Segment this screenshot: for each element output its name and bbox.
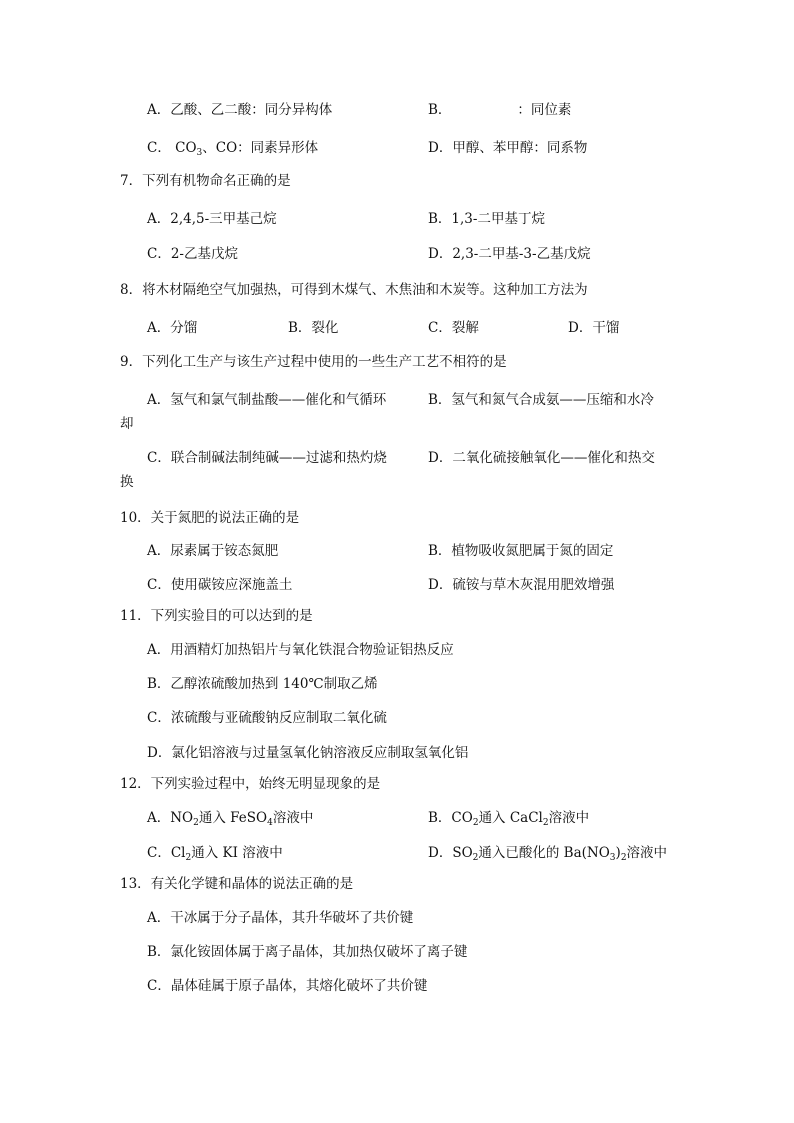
q7-stem: 7．下列有机物命名正确的是 (120, 173, 291, 189)
q8-option-c: C．裂解 (428, 320, 479, 336)
q8-option-d: D．干馏 (568, 320, 620, 336)
q12-option-d: D．$SO_2$通入已酸化的 $Ba(NO_3)_2$溶液中 (428, 845, 668, 863)
q13-stem: 13．有关化学键和晶体的说法正确的是 (120, 876, 354, 892)
q10-stem: 10．关于氮肥的说法正确的是 (120, 510, 300, 526)
q10-option-a: A．尿素属于铵态氮肥 (147, 543, 279, 559)
q11-option-c: C．浓硫酸与亚硫酸钠反应制取二氧化硫 (147, 710, 387, 726)
q7-option-d: D．2,3-二甲基-3-乙基戊烷 (428, 246, 591, 262)
q13-option-b: B．氯化铵固体属于离子晶体，其加热仅破坏了离子键 (147, 944, 468, 960)
q11-stem: 11．下列实验目的可以达到的是 (120, 608, 313, 624)
q12-option-a: A．$NO_2$通入 FeSO$_4$溶液中 (147, 810, 314, 828)
q13-option-c: C．晶体硅属于原子晶体，其熔化破坏了共价键 (147, 978, 428, 994)
q7-option-a: A．2,4,5-三甲基己烷 (147, 211, 277, 227)
q10-option-c: C．使用碳铵应深施盖土 (147, 577, 293, 593)
q9-stem: 9．下列化工生产与该生产过程中使用的一些生产工艺不相符的是 (120, 354, 507, 370)
q7-option-c: C．2-乙基戊烷 (147, 246, 238, 262)
q11-option-b: B．乙醇浓硫酸加热到 140℃制取乙烯 (147, 676, 378, 692)
q8-stem: 8．将木材隔绝空气加强热，可得到木煤气、木焦油和木炭等。这种加工方法为 (120, 282, 588, 298)
q12-option-b: B．$CO_2$通入 CaCl$_2$溶液中 (428, 810, 590, 828)
q9-option-b-line2: 却 (120, 416, 134, 432)
q6-option-a: A．乙酸、乙二酸：同分异构体 (147, 102, 333, 118)
q9-option-b-line1: B．氢气和氮气合成氨——压缩和水冷 (428, 392, 654, 408)
q11-option-a: A．用酒精灯加热铝片与氧化铁混合物验证铝热反应 (147, 642, 454, 658)
q8-option-a: A．分馏 (147, 320, 198, 336)
q11-option-d: D．氯化铝溶液与过量氢氧化钠溶液反应制取氢氧化铝 (147, 745, 469, 761)
q8-option-b: B．裂化 (288, 320, 339, 336)
q9-option-d-line2: 换 (120, 474, 134, 490)
q7-option-b: B．1,3-二甲基丁烷 (428, 211, 545, 227)
q12-option-c: C．$Cl_2$通入 KI 溶液中 (147, 845, 283, 863)
q9-option-c: C．联合制碱法制纯碱——过滤和热灼烧 (147, 450, 387, 466)
q6-option-c: C． $CO_3$、CO：同素异形体 (147, 140, 319, 158)
q9-option-d-line1: D．二氧化硫接触氧化——催化和热交 (428, 450, 655, 466)
q9-option-a: A．氢气和氯气制盐酸——催化和气循环 (147, 392, 387, 408)
q12-stem: 12．下列实验过程中，始终无明显现象的是 (120, 776, 381, 792)
q6-option-d: D．甲醇、苯甲醇：同系物 (428, 140, 588, 156)
q13-option-a: A．干冰属于分子晶体，其升华破坏了共价键 (147, 910, 414, 926)
q6-option-b: B． ：同位素 (428, 102, 572, 118)
q10-option-b: B．植物吸收氮肥属于氮的固定 (428, 543, 614, 559)
q10-option-d: D．硫铵与草木灰混用肥效增强 (428, 577, 615, 593)
